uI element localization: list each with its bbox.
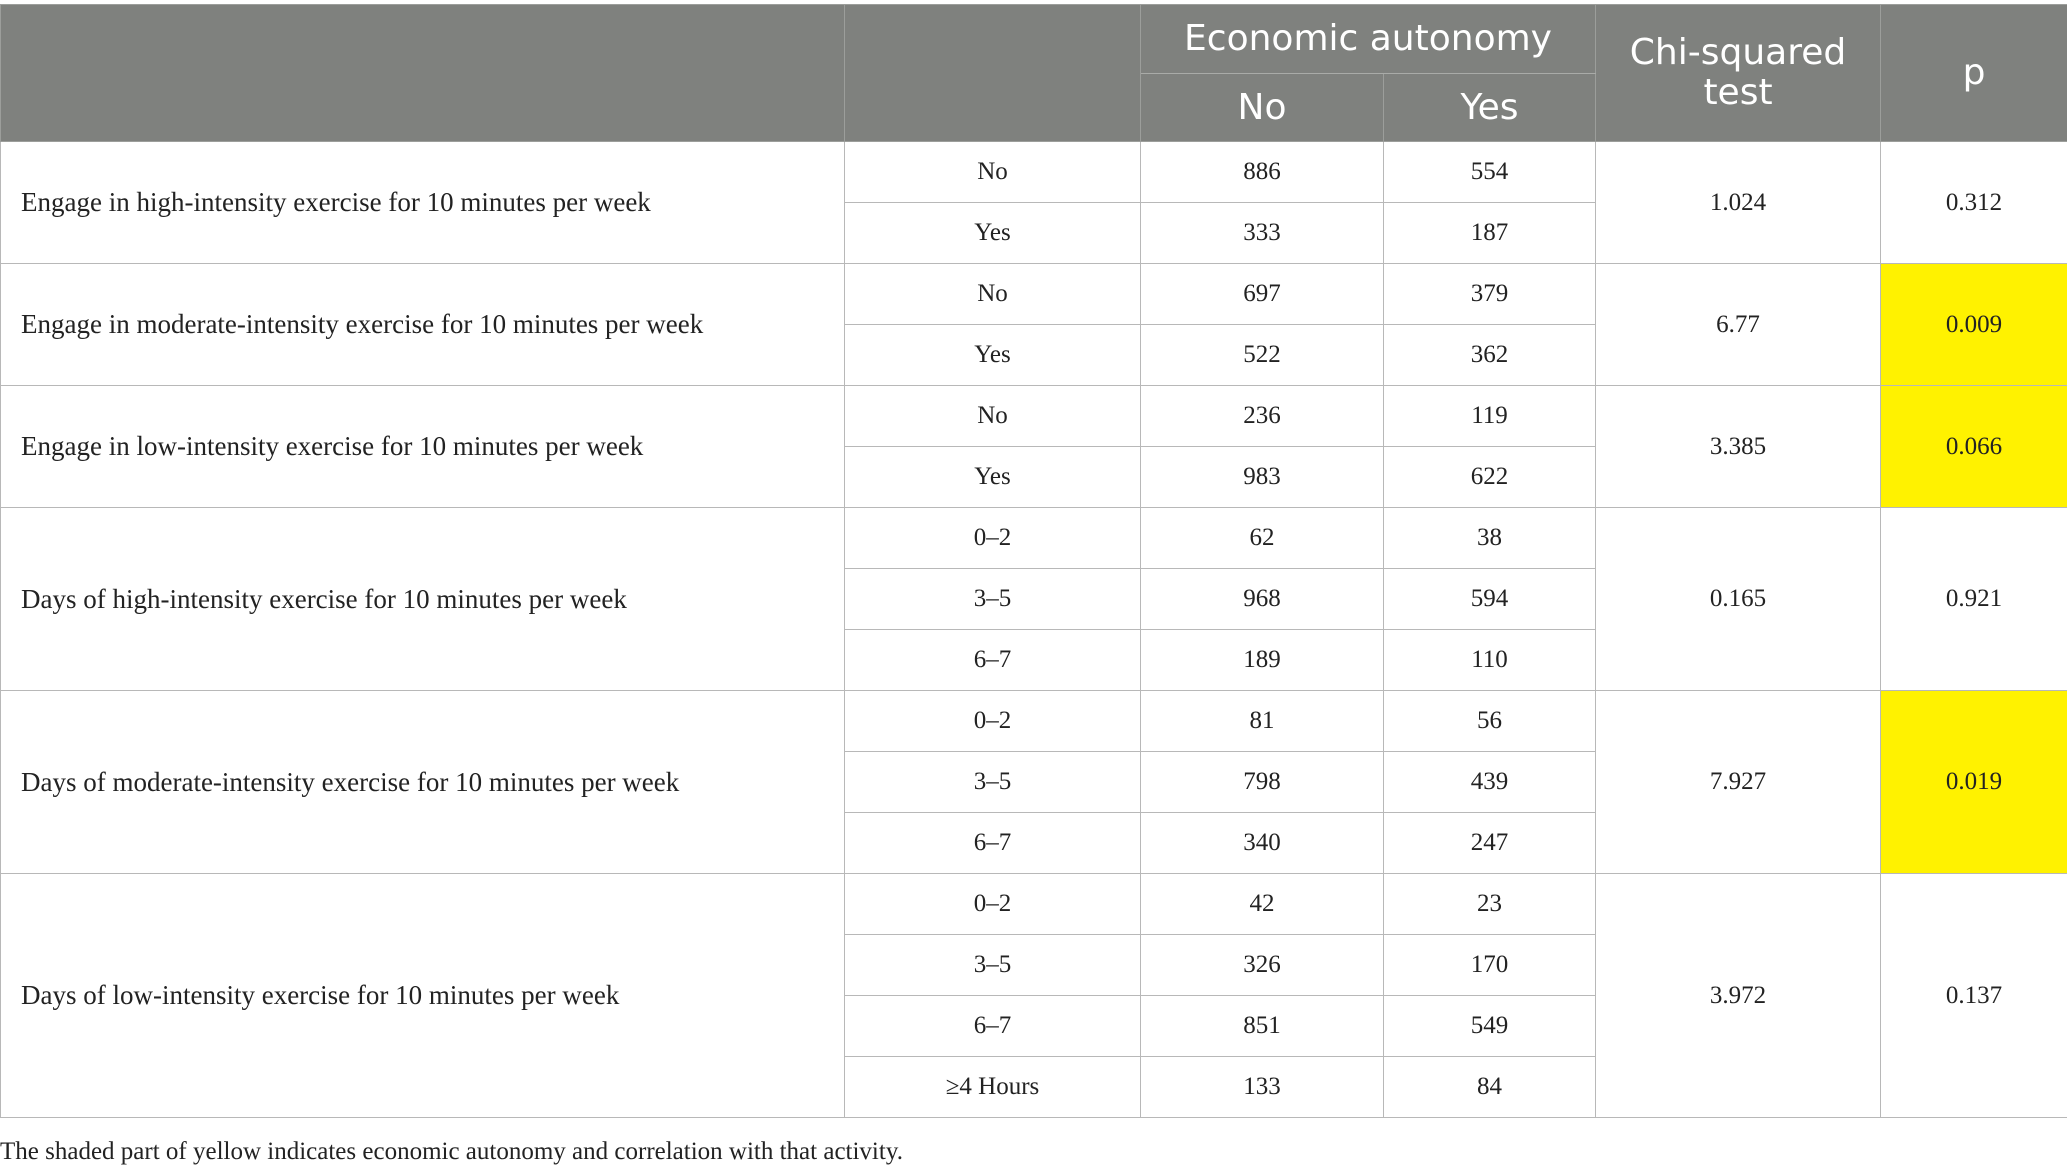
category-cell: 0–2 — [845, 508, 1141, 569]
category-cell: ≥4 Hours — [845, 1057, 1141, 1118]
category-cell: Yes — [845, 325, 1141, 386]
count-no-cell: 798 — [1141, 752, 1384, 813]
count-yes-cell: 23 — [1384, 874, 1596, 935]
chi-squared-cell: 6.77 — [1596, 264, 1881, 386]
header-no: No — [1141, 74, 1384, 142]
chi-squared-cell: 1.024 — [1596, 142, 1881, 264]
count-yes-cell: 554 — [1384, 142, 1596, 203]
count-yes-cell: 110 — [1384, 630, 1596, 691]
count-no-cell: 968 — [1141, 569, 1384, 630]
count-no-cell: 851 — [1141, 996, 1384, 1057]
count-no-cell: 133 — [1141, 1057, 1384, 1118]
chi-squared-cell: 0.165 — [1596, 508, 1881, 691]
count-yes-cell: 594 — [1384, 569, 1596, 630]
count-yes-cell: 56 — [1384, 691, 1596, 752]
category-cell: No — [845, 142, 1141, 203]
table-footnote: The shaded part of yellow indicates economic autonomy and correlation with that activity. — [0, 1138, 903, 1165]
count-yes-cell: 38 — [1384, 508, 1596, 569]
table-row — [1, 142, 2067, 203]
category-cell: 3–5 — [845, 752, 1141, 813]
count-no-cell: 340 — [1141, 813, 1384, 874]
header-blank-category — [845, 5, 1141, 142]
count-yes-cell: 247 — [1384, 813, 1596, 874]
category-cell: Yes — [845, 203, 1141, 264]
category-cell: No — [845, 386, 1141, 447]
count-yes-cell: 549 — [1384, 996, 1596, 1057]
header-blank-label — [1, 5, 845, 142]
row-group-label: Days of moderate-intensity exercise for 10 minutes per week — [1, 691, 845, 874]
header-yes: Yes — [1384, 74, 1596, 142]
count-no-cell: 697 — [1141, 264, 1384, 325]
count-no-cell: 886 — [1141, 142, 1384, 203]
count-yes-cell: 84 — [1384, 1057, 1596, 1118]
p-value-cell-highlighted: 0.009 — [1881, 264, 2067, 386]
p-value-cell: 0.921 — [1881, 508, 2067, 691]
category-cell: Yes — [845, 447, 1141, 508]
p-value-cell-highlighted: 0.066 — [1881, 386, 2067, 508]
count-no-cell: 81 — [1141, 691, 1384, 752]
p-value-cell: 0.137 — [1881, 874, 2067, 1118]
category-cell: 0–2 — [845, 874, 1141, 935]
row-group-label: Days of high-intensity exercise for 10 minutes per week — [1, 508, 845, 691]
count-yes-cell: 622 — [1384, 447, 1596, 508]
row-group-label: Engage in low-intensity exercise for 10 minutes per week — [1, 386, 845, 508]
p-value-cell-highlighted: 0.019 — [1881, 691, 2067, 874]
row-group-label: Days of low-intensity exercise for 10 minutes per week — [1, 874, 845, 1118]
count-no-cell: 326 — [1141, 935, 1384, 996]
table-body — [1, 142, 2067, 1118]
results-table — [0, 4, 2067, 1118]
category-cell: 6–7 — [845, 996, 1141, 1057]
chi-squared-cell: 3.385 — [1596, 386, 1881, 508]
count-no-cell: 983 — [1141, 447, 1384, 508]
count-yes-cell: 119 — [1384, 386, 1596, 447]
category-cell: 6–7 — [845, 630, 1141, 691]
count-yes-cell: 170 — [1384, 935, 1596, 996]
row-group-label: Engage in high-intensity exercise for 10 minutes per week — [1, 142, 845, 264]
header-p: p — [1881, 5, 2067, 142]
p-value-cell: 0.312 — [1881, 142, 2067, 264]
category-cell: 3–5 — [845, 935, 1141, 996]
chi-squared-cell: 7.927 — [1596, 691, 1881, 874]
header-chi-squared: Chi-squared test — [1596, 5, 1881, 142]
count-no-cell: 522 — [1141, 325, 1384, 386]
count-yes-cell: 439 — [1384, 752, 1596, 813]
table-row — [1, 386, 2067, 447]
count-yes-cell: 187 — [1384, 203, 1596, 264]
category-cell: 6–7 — [845, 813, 1141, 874]
category-cell: No — [845, 264, 1141, 325]
chi-squared-cell: 3.972 — [1596, 874, 1881, 1118]
table-row — [1, 508, 2067, 569]
count-yes-cell: 379 — [1384, 264, 1596, 325]
count-no-cell: 333 — [1141, 203, 1384, 264]
category-cell: 3–5 — [845, 569, 1141, 630]
table-row — [1, 874, 2067, 935]
table-row — [1, 264, 2067, 325]
category-cell: 0–2 — [845, 691, 1141, 752]
count-no-cell: 42 — [1141, 874, 1384, 935]
header-economic-autonomy: Economic autonomy — [1141, 5, 1596, 74]
count-no-cell: 62 — [1141, 508, 1384, 569]
count-yes-cell: 362 — [1384, 325, 1596, 386]
table-row — [1, 691, 2067, 752]
count-no-cell: 236 — [1141, 386, 1384, 447]
row-group-label: Engage in moderate-intensity exercise for 10 minutes per week — [1, 264, 845, 386]
count-no-cell: 189 — [1141, 630, 1384, 691]
table-header — [1, 5, 2067, 142]
